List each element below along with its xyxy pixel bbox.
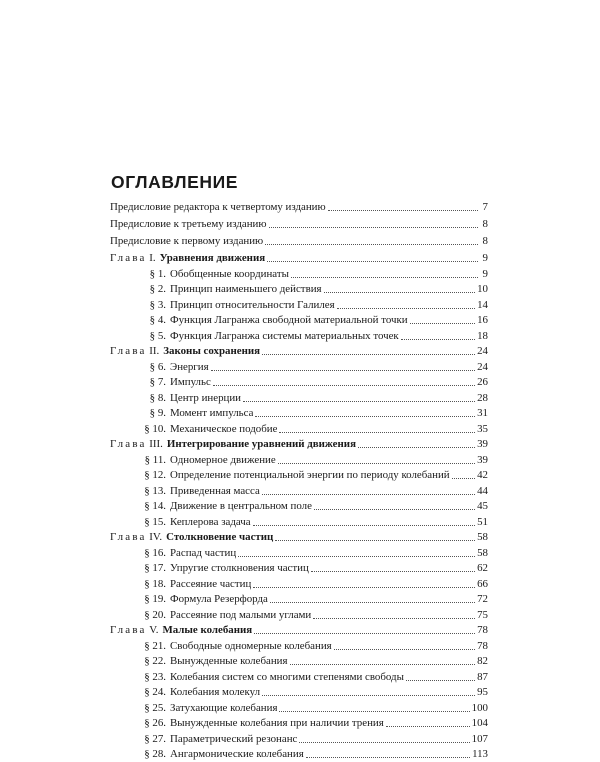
page-number: 24	[477, 345, 488, 357]
toc-section-entry	[133, 608, 488, 623]
section-title: Принцип относительности Галилея	[170, 298, 335, 311]
toc-section-entry	[133, 499, 488, 514]
dot-leader	[337, 308, 475, 309]
chapter-title: Малые колебания	[162, 624, 253, 636]
page-number: 45	[477, 500, 488, 512]
page-number: 35	[477, 422, 488, 435]
section-title: Энергия	[170, 360, 209, 373]
dot-leader	[275, 540, 475, 541]
section-title: Движение в центральном поле	[170, 500, 312, 512]
dot-leader	[306, 757, 470, 758]
toc-section-entry	[133, 701, 488, 716]
section-title: Затухающие колебания	[170, 701, 278, 714]
page-number: 82	[477, 655, 488, 667]
page-number: 51	[477, 515, 488, 528]
dot-leader	[290, 664, 476, 665]
dot-leader	[262, 354, 475, 355]
chapter-label: Глава III.	[110, 438, 163, 450]
page-number: 66	[477, 577, 488, 590]
page-number: 58	[477, 546, 488, 559]
section-title: Принцип наименьшего действия	[170, 283, 322, 295]
dot-leader	[324, 292, 476, 293]
section-title: Механическое подобие	[170, 422, 278, 435]
toc-front-entry	[110, 217, 488, 232]
toc-section-entry	[133, 732, 488, 747]
section-number: § 23.	[144, 670, 166, 683]
dot-leader	[279, 432, 475, 433]
toc-front-entry	[110, 234, 488, 249]
chapter-label: Глава V.	[110, 624, 159, 636]
section-number: § 6.	[149, 360, 166, 373]
dot-leader	[278, 463, 475, 464]
chapter-title: Интегрирование уравнений движения	[166, 438, 356, 450]
dot-leader	[254, 633, 475, 634]
dot-leader	[406, 680, 475, 681]
toc-section-entry	[133, 716, 488, 731]
toc-section-entry	[133, 577, 488, 592]
dot-leader	[213, 385, 475, 386]
toc-section-entry	[133, 639, 488, 654]
section-number: § 15.	[144, 515, 166, 528]
page-number: 9	[482, 252, 488, 264]
section-number: § 28.	[144, 748, 166, 760]
section-number: § 24.	[144, 686, 166, 698]
section-title: Обобщенные координаты	[170, 267, 289, 280]
section-title: Одномерное движение	[170, 453, 276, 466]
section-title: Определение потенциальной энергии по периоду колебаний	[170, 469, 450, 481]
section-number: § 10.	[144, 422, 166, 435]
page-number: 87	[477, 670, 488, 683]
dot-leader	[386, 726, 470, 727]
chapter-title: Уравнения движения	[159, 252, 266, 264]
page-number: 100	[471, 701, 488, 714]
chapter-word: Глава	[110, 252, 147, 264]
section-title: Колебания систем со многими степенями свободы	[170, 670, 404, 683]
toc-front-entry	[110, 200, 488, 215]
section-title: Свободные одномерные колебания	[170, 639, 332, 652]
toc-chapter-entry	[110, 530, 488, 545]
dot-leader	[401, 339, 475, 340]
section-title: Формула Резерфорда	[170, 593, 268, 605]
section-number: § 22.	[144, 655, 166, 667]
section-title: Рассеяние частиц	[170, 577, 252, 590]
page-number: 7	[482, 201, 488, 213]
section-number: § 21.	[144, 639, 166, 652]
page-number: 44	[477, 484, 488, 497]
toc-section-entry	[133, 654, 488, 669]
section-title: Кеплерова задача	[170, 515, 251, 528]
toc-section-entry	[133, 515, 488, 530]
page-number: 8	[482, 235, 488, 247]
toc-section-entry	[133, 282, 488, 297]
chapter-word: Глава	[110, 438, 147, 450]
section-number: § 25.	[144, 701, 166, 714]
section-number: § 13.	[144, 484, 166, 497]
dot-leader	[262, 695, 475, 696]
entry-title: Предисловие редактора к четвертому изданию	[110, 201, 326, 213]
page-number: 24	[477, 360, 488, 373]
section-title: Функция Лагранжа свободной материальной точки	[170, 314, 408, 326]
page-number: 62	[477, 562, 488, 574]
section-number: § 2.	[149, 283, 166, 295]
section-number: § 7.	[149, 376, 166, 388]
section-number: § 18.	[144, 577, 166, 590]
toc-section-entry	[133, 685, 488, 700]
section-title: Распад частиц	[170, 546, 237, 559]
page-number: 107	[471, 732, 488, 745]
toc-section-entry	[133, 375, 488, 390]
dot-leader	[267, 261, 478, 262]
section-number: § 16.	[144, 546, 166, 559]
dot-leader	[243, 401, 475, 402]
section-title: Ангармонические колебания	[170, 748, 304, 760]
section-number: § 5.	[149, 329, 166, 342]
toc-section-entry	[133, 468, 488, 483]
toc-section-entry	[133, 422, 488, 437]
toc-section-entry	[133, 592, 488, 607]
toc-section-entry	[133, 561, 488, 576]
toc-section-entry	[133, 391, 488, 406]
dot-leader	[314, 509, 475, 510]
section-title: Функция Лагранжа системы материальных точек	[170, 329, 399, 342]
toc-section-entry	[133, 747, 488, 762]
chapter-label: Глава IV.	[110, 531, 163, 543]
toc-chapter-entry	[110, 251, 488, 266]
section-title: Колебания молекул	[170, 686, 261, 698]
toc-section-entry	[133, 484, 488, 499]
chapter-word: Глава	[110, 531, 147, 543]
toc-section-entry	[133, 298, 488, 313]
toc-section-entry	[133, 313, 488, 328]
entry-title: Предисловие к третьему изданию	[110, 218, 267, 230]
section-title: Параметрический резонанс	[170, 732, 298, 745]
toc-section-entry	[133, 329, 488, 344]
page-number: 39	[477, 453, 488, 466]
section-number: § 3.	[149, 298, 166, 311]
chapter-word: Глава	[110, 624, 147, 636]
dot-leader	[334, 649, 475, 650]
page-number: 104	[471, 717, 488, 729]
toc-section-entry	[133, 406, 488, 421]
entry-title: Предисловие к первому изданию	[110, 235, 264, 247]
section-title: Упругие столкновения частиц	[170, 562, 309, 574]
page-number: 39	[477, 438, 488, 450]
toc-section-entry	[133, 453, 488, 468]
chapter-title: Столкновение частиц	[166, 531, 274, 543]
dot-leader	[311, 571, 475, 572]
section-number: § 4.	[149, 314, 166, 326]
section-number: § 20.	[144, 608, 166, 621]
section-title: Вынужденные колебания при наличии трения	[170, 717, 384, 729]
page-number: 28	[477, 391, 488, 404]
dot-leader	[313, 618, 475, 619]
section-title: Центр инерции	[170, 391, 242, 404]
section-number: § 1.	[149, 267, 166, 280]
page-number: 113	[472, 748, 488, 760]
dot-leader	[358, 447, 475, 448]
section-number: § 12.	[144, 469, 166, 481]
page-number: 26	[477, 376, 488, 388]
chapter-title: Законы сохранения	[163, 345, 261, 357]
chapter-word: Глава	[110, 345, 147, 357]
page-number: 8	[482, 218, 488, 230]
page-number: 78	[477, 624, 488, 636]
toc-chapter-entry	[110, 623, 488, 638]
dot-leader	[291, 277, 478, 278]
dot-leader	[269, 227, 478, 228]
section-title: Рассеяние под малыми углами	[170, 608, 312, 621]
page-number: 16	[477, 314, 488, 326]
toc-section-entry	[133, 546, 488, 561]
toc-section-entry	[133, 267, 488, 282]
page-number: 72	[477, 593, 488, 605]
section-number: § 11.	[144, 453, 166, 466]
section-number: § 19.	[144, 593, 166, 605]
section-title: Приведенная масса	[170, 484, 260, 497]
page-number: 75	[477, 608, 488, 621]
dot-leader	[253, 525, 475, 526]
section-title: Вынужденные колебания	[170, 655, 288, 667]
dot-leader	[270, 602, 475, 603]
page-number: 42	[477, 469, 488, 481]
dot-leader	[299, 742, 469, 743]
page-number: 78	[477, 639, 488, 652]
page-number: 58	[477, 531, 488, 543]
dot-leader	[279, 711, 469, 712]
section-title: Момент импульса	[170, 407, 254, 419]
section-title: Импульс	[170, 376, 211, 388]
section-number: § 9.	[149, 407, 166, 419]
page-number: 31	[477, 407, 488, 419]
dot-leader	[328, 210, 478, 211]
dot-leader	[452, 478, 475, 479]
section-number: § 26.	[144, 717, 166, 729]
section-number: § 27.	[144, 732, 166, 745]
page-number: 9	[482, 267, 488, 280]
page-number: 95	[477, 686, 488, 698]
dot-leader	[238, 556, 475, 557]
section-number: § 14.	[144, 500, 166, 512]
toc-chapter-entry	[110, 344, 488, 359]
dot-leader	[262, 494, 475, 495]
toc-section-entry	[133, 670, 488, 685]
chapter-label: Глава I.	[110, 252, 156, 264]
dot-leader	[255, 416, 475, 417]
dot-leader	[211, 370, 476, 371]
toc-section-entry	[133, 360, 488, 375]
page-number: 10	[477, 283, 488, 295]
chapter-label: Глава II.	[110, 345, 160, 357]
dot-leader	[265, 244, 478, 245]
toc-chapter-entry	[110, 437, 488, 452]
page-number: 14	[477, 298, 488, 311]
toc-title: ОГЛАВЛЕНИЕ	[111, 172, 239, 192]
page-number: 18	[477, 329, 488, 342]
dot-leader	[410, 323, 476, 324]
dot-leader	[253, 587, 475, 588]
section-number: § 8.	[149, 391, 166, 404]
section-number: § 17.	[144, 562, 166, 574]
